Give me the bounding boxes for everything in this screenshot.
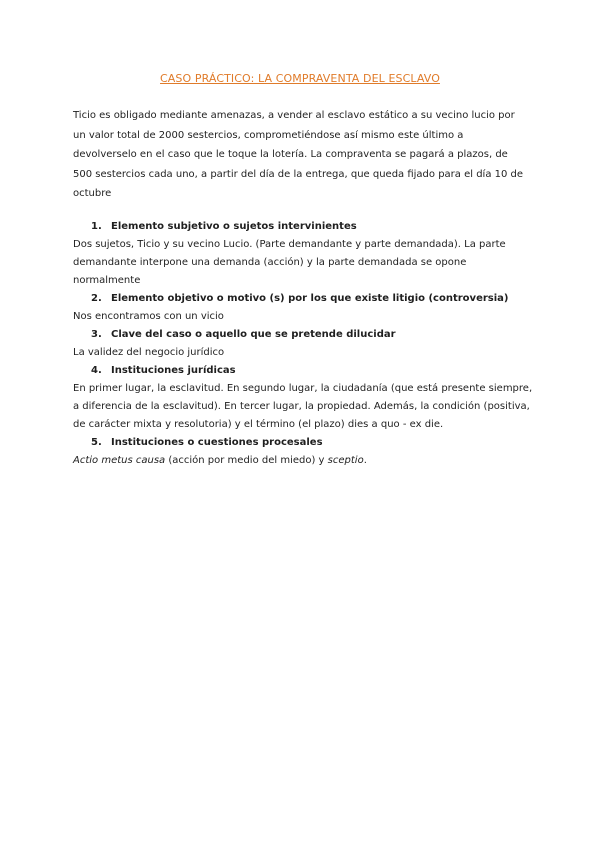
section-body-4: En primer lugar, la esclavitud. En segundo lugar, la ciudadanía (que está presente siempre, a diferencia de la esclavitud). En tercer lugar, la propiedad. Además, la condición (positiva, de carácter mixta y resolutoria) y el término (el plazo) dies a quo - ex die. (73, 383, 533, 430)
section-heading-4 (73, 362, 535, 380)
section-body-2: Nos encontramos con un vicio (73, 311, 224, 322)
section-heading-text: Elemento objetivo o motivo (s) por los que existe litigio (controversia) (111, 293, 509, 304)
section-body-3: La validez del negocio jurídico (73, 347, 225, 358)
section-heading-5 (73, 434, 535, 452)
section-heading-text: Instituciones o cuestiones procesales (111, 437, 323, 448)
section-number: 3. (91, 329, 102, 340)
section-number: 1. (91, 221, 102, 232)
section-heading-3 (73, 326, 535, 344)
body-end-text: . (363, 455, 367, 466)
section-number: 2. (91, 293, 102, 304)
section-number: 5. (91, 437, 102, 448)
sections-list (73, 218, 535, 470)
section-heading-text: Elemento subjetivo o sujetos intervinientes (111, 221, 357, 232)
intro-paragraph: Ticio es obligado mediante amenazas, a vender al esclavo estático a su vecino lucio por un valor total de 2000 sestercios, comprometiéndose así mismo este último a devolverselo en el caso que le toque la lotería. La compraventa se pagará a plazos, de 500 sestercios cada uno, a partir del día de la entrega, que queda fijado para el día 10 de octubre (73, 110, 524, 199)
section-heading-2 (73, 290, 535, 308)
section-number: 4. (91, 365, 102, 376)
body-plain-text: (acción por medio del miedo) y (165, 455, 328, 466)
section-heading-text: Instituciones jurídicas (111, 365, 236, 376)
latin-term-sceptio: sceptio (327, 455, 364, 466)
section-body-5 (73, 452, 535, 470)
section-heading-1 (73, 218, 535, 236)
document-title: CASO PRÁCTICO: LA COMPRAVENTA DEL ESCLAVO (160, 72, 440, 85)
section-heading-text: Clave del caso o aquello que se pretende dilucidar (111, 329, 396, 340)
latin-term-actio: Actio metus causa (73, 455, 166, 466)
section-body-1: Dos sujetos, Ticio y su vecino Lucio. (Parte demandante y parte demandada). La parte demandante interpone una demanda (acción) y la parte demandada se opone normalmente (73, 239, 506, 286)
